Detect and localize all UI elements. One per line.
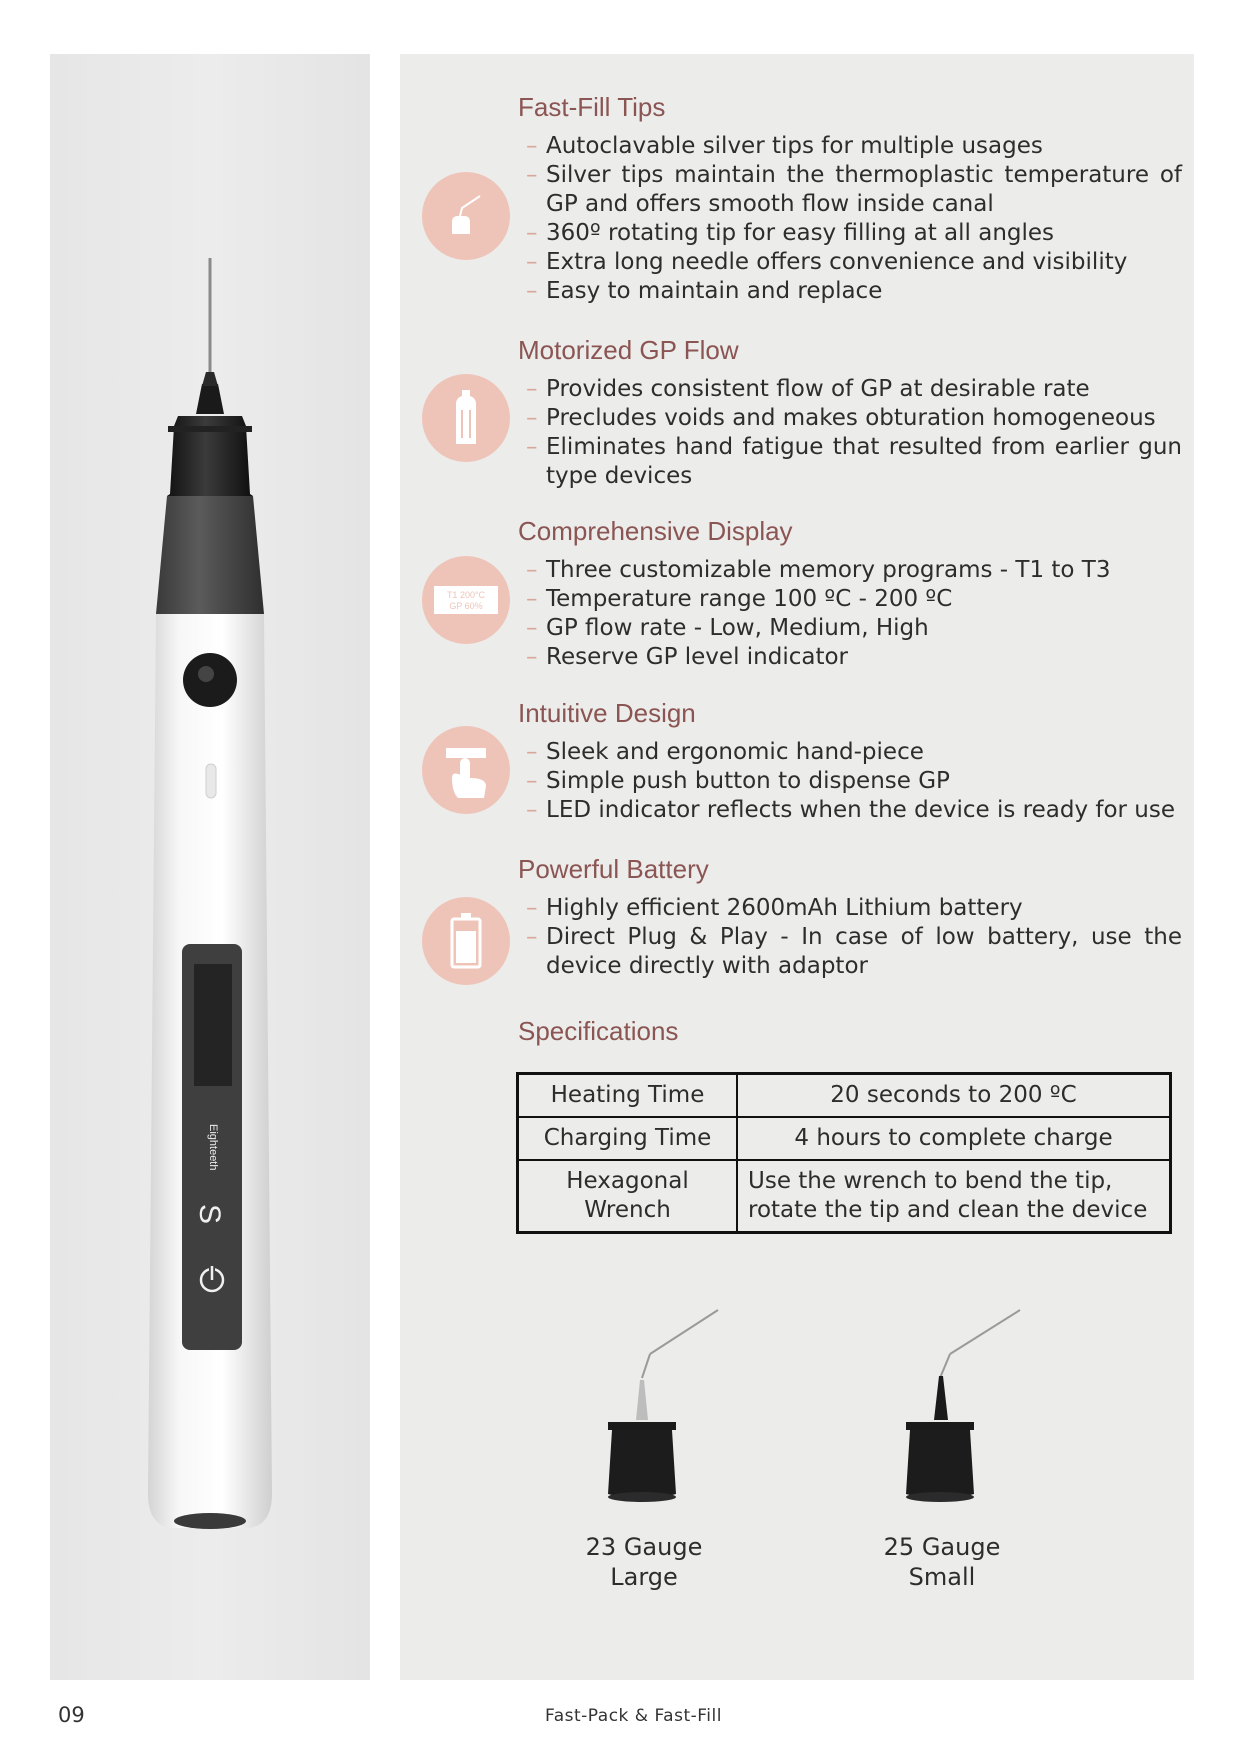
table-row (518, 1117, 1171, 1160)
list-item: – Three customizable memory programs - T1 to T3 (526, 556, 1182, 585)
list-item: – Easy to maintain and replace (526, 277, 1182, 306)
device-button-letter: S (193, 1204, 226, 1225)
section-title: Motorized GP Flow (518, 335, 739, 365)
feature-list (526, 556, 1182, 672)
spec-value: Use the wrench to bend the tip, rotate the tip and clean the device (737, 1160, 1171, 1233)
list-item: – Precludes voids and makes obturation homogeneous (526, 404, 1182, 433)
product-image-panel (50, 54, 370, 1680)
feature-list (526, 132, 1182, 306)
display-icon-line-1: T1 200°C (446, 590, 486, 600)
list-item: – GP flow rate - Low, Medium, High (526, 614, 1182, 643)
tip-caption-25 (842, 1532, 1042, 1592)
display-icon (422, 556, 510, 644)
tip-size: Large (610, 1563, 678, 1591)
fast-fill-device-image (50, 54, 370, 1680)
tip-gauge: 25 Gauge (883, 1533, 1001, 1561)
list-item: – Highly efficient 2600mAh Lithium battery (526, 894, 1182, 923)
display-icon-line-2: GP 60% (449, 601, 483, 611)
feature-list (526, 738, 1182, 825)
list-item: – Sleek and ergonomic hand-piece (526, 738, 1182, 767)
finger-press-icon (422, 726, 510, 814)
tip-size: Small (908, 1563, 976, 1591)
list-item: – Temperature range 100 ºC - 200 ºC (526, 585, 1182, 614)
list-item: – Provides consistent flow of GP at desirable rate (526, 375, 1182, 404)
battery-icon (422, 897, 510, 985)
section-title: Fast-Fill Tips (518, 92, 666, 122)
table-row (518, 1074, 1171, 1118)
feature-list (526, 375, 1182, 491)
device-brand-logo: Eighteeth (207, 1124, 219, 1171)
table-row (518, 1160, 1171, 1233)
cartridge-icon (422, 374, 510, 462)
list-item: – Extra long needle offers convenience and visibility (526, 248, 1182, 277)
list-item: – LED indicator reflects when the device is ready for use (526, 796, 1182, 825)
spec-label: Charging Time (518, 1117, 738, 1160)
tip-gauge: 23 Gauge (585, 1533, 703, 1561)
list-item: – Reserve GP level indicator (526, 643, 1182, 672)
spec-label: Hexagonal Wrench (518, 1160, 738, 1233)
feature-list (526, 894, 1182, 981)
spec-value: 4 hours to complete charge (737, 1117, 1171, 1160)
page-number: 09 (58, 1703, 85, 1727)
list-item: – Simple push button to dispense GP (526, 767, 1182, 796)
list-item: – 360º rotating tip for easy filling at all angles (526, 219, 1182, 248)
list-item: – Eliminates hand fatigue that resulted from earlier gun type devices (526, 433, 1182, 491)
list-item: – Direct Plug & Play - In case of low battery, use the device directly with adaptor (526, 923, 1182, 981)
section-title: Intuitive Design (518, 698, 696, 728)
footer-title: Fast-Pack & Fast-Fill (545, 1706, 722, 1726)
spec-value: 20 seconds to 200 ºC (737, 1074, 1171, 1118)
tip-25-gauge-image (870, 1304, 1070, 1564)
section-title: Powerful Battery (518, 854, 709, 884)
list-item: – Silver tips maintain the thermoplastic temperature of GP and offers smooth flow inside canal (526, 161, 1182, 219)
features-panel (400, 54, 1194, 1680)
list-item: – Autoclavable silver tips for multiple usages (526, 132, 1182, 161)
spec-label: Heating Time (518, 1074, 738, 1118)
specifications-title: Specifications (518, 1016, 679, 1046)
section-title: Comprehensive Display (518, 516, 793, 546)
tip-caption-23 (544, 1532, 744, 1592)
tip-23-gauge-image (570, 1304, 770, 1564)
specifications-table (516, 1072, 1172, 1234)
tip-icon (422, 172, 510, 260)
